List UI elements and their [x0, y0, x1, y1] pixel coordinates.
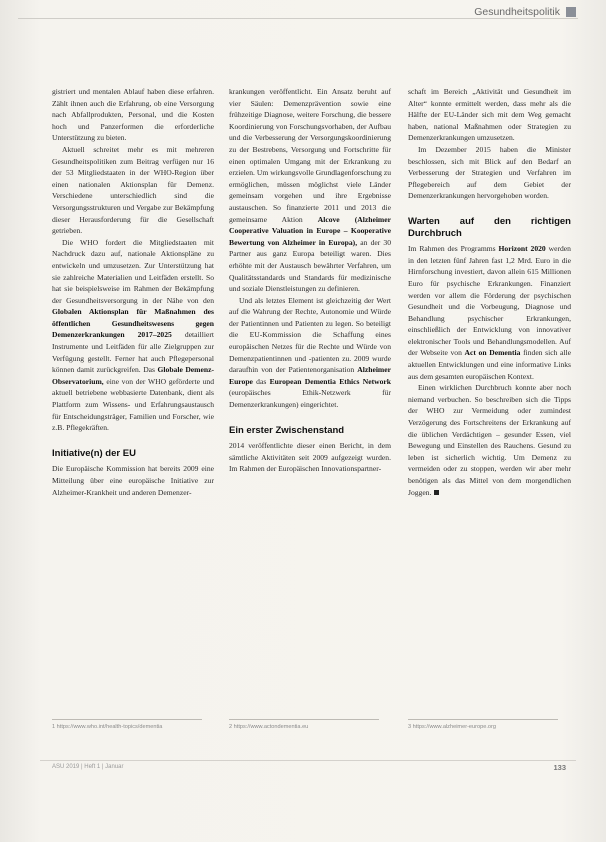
section-label: Gesundheitspolitik [474, 6, 560, 18]
dementia-observatory-title: Globale Demenz-Observatorium, [52, 365, 214, 386]
col3-paragraph-3 [408, 243, 571, 382]
alzheimer-europe-title: Alzheimer Europe [229, 365, 391, 386]
col2-paragraph-1 [229, 86, 391, 295]
col3-text: Im Rahmen des Programms [408, 244, 499, 254]
col1-paragraph-2: Aktuell schreitet mehr es mit mehreren Gesundheitspolitiken zum Beitrag verfügen nur 16 der 53 Mitgliedstaaten in der WHO-Region über einen nationalen Aktionsplan für Demenz. Verschiedene unterschiedlich sind die Versorgungsstrukturen und Vergabe zur Bekämpfung dieser Herausforderung für die Gesellschaft getrieben. [52, 144, 214, 236]
footer-rule [40, 760, 576, 761]
col3-paragraph-2: Im Dezember 2015 haben die Minister beschlossen, sich mit Blick auf den Bedarf an Verbesserung der Strategien und Verfahren im Pflegebereich auf dem Gebiet der Demenzerkrankungen hervorgehoben worden. [408, 144, 571, 201]
dementia-ethics-network-title: European Dementia Ethics Network [269, 376, 391, 386]
footnote-rule-2 [229, 719, 379, 720]
col3-paragraph-1: schaft im Bereich „Aktivität und Gesundheit im Alter“ konnte ermittelt werden, dass mehr als die Hälfte der EU-Länder sich mit dem Weg gemacht haben, national Maßnahmen oder Strategien zu Demenzerkrankungen umzusetzen. [408, 87, 571, 143]
col1-paragraph-4: Die Europäische Kommission hat bereits 2009 eine Mitteilung über eine europäische Initiative zur Alzheimer-Krankheit und anderen Demenzer- [52, 464, 214, 497]
column-2 [229, 86, 391, 475]
horizon-2020-title: Horizont 2020 [498, 244, 546, 254]
col1-text: Die WHO fordert die Mitgliedstaaten mit Nachdruck dazu auf, nationale Aktionspläne zu entwickeln und umzusetzen. Zur Unterstützung hat sie zahlreiche Materialien und Leitfäden erstellt. So hat sie beispielsweise im Rahmen der Bekämpfung der Gesundheitsversorgung in der Nähe von den [52, 237, 214, 305]
col2-text: Und als letztes Element ist gleichzeitig der Wert auf die Wahrung der Rechte, Autonomie und Würde der Patientinnen und Patienten zu legen. So beteiligt die EU-Kommission die Schaffung eines europäischen Netzes für die Rechte und Würde von Demenzpatientinnen und -patienten zu. 2009 wurde daraufhin von der Patientenorganisation [229, 295, 391, 375]
footnote-3: 3 https://www.alzheimer-europe.org [408, 724, 496, 730]
column-3 [408, 86, 571, 498]
col1-paragraph-3 [52, 237, 214, 434]
journal-reference: ASU 2019 | Heft 1 | Januar [52, 764, 124, 770]
col2-text: (europäisches Ethik-Netzwerk für Demenzerkrankungen) eingerichtet. [229, 388, 391, 410]
col2-text: an der 30 Partner aus ganz Europa beteiligt waren. Dies erhöhte mit der Austausch bewährter Verfahren, um Qualitätsstandards und Standards für medizinische und soziale Dienstleistungen zu definieren. [229, 237, 391, 294]
col3-paragraph-4 [408, 382, 571, 498]
section-square-icon [566, 7, 576, 17]
footnote-rule-3 [408, 719, 558, 720]
footnote-2: 2 https://www.actondementia.eu [229, 724, 309, 730]
column-1 [52, 86, 214, 498]
col1-paragraph-1: gistriert und mentalen Ablauf haben diese erfahren. Zählt ihnen auch die Erfahrung, ob eine Versorgung nach Abfallprodukten, Personal, und die Kosten hoch und Panzerformen die erforderliche Unterstützung zu bieten. [52, 87, 214, 143]
heading-interim-status: Ein erster Zwischenstand [229, 424, 345, 436]
section-header [474, 6, 576, 18]
col1-text: eine von der WHO geförderte und aktuell betriebene webbasierte Datenbank, dient als Plattform zum Wissens- und Erfahrungsaustausch für Entscheidungsträger, Familien und Forscher, wie z.B. Pflegekräften. [52, 376, 214, 433]
heading-eu-initiative: Initiative(n) der EU [52, 447, 136, 459]
heading-breakthrough: Warten auf den richtigen Durchbruch [408, 215, 571, 239]
col1-text: detailliert Instrumente und Leitfäden für alle Zielgruppen zur Verfügung gestellt. Ferner hat auch Pflegepersonal können damit zurückgreifen. Das [52, 330, 214, 375]
page-number: 133 [553, 763, 566, 772]
col2-text: das [252, 376, 270, 386]
col3-text: finden sich alle aktuellen Entwicklungen und eine informative Links aus dem gesamten europäischen Kontext. [408, 348, 571, 381]
global-action-plan-title: Globalen Aktionsplan für Maßnahmen des öffentlichen Gesundheitswesens gegen Demenzerkrankungen 2017–2025 [52, 307, 214, 340]
header-rule [18, 18, 578, 19]
col2-paragraph-3: 2014 veröffentlichte dieser einen Bericht, in dem sämtliche Aktivitäten seit 2009 aufgezeigt wurden. Im Rahmen der Europäischen Innovationspartner- [229, 441, 391, 474]
col3-text: werden in den letzten fünf Jahren fast 1,2 Mrd. Euro in die Hirnforschung investiert, davon allein 615 Millionen Euro für psychische Erkrankungen. Finanziert werden vor allem die Förderung der psychischen Gesundheit und die Vorbeugung, Diagnose und Behandlung psychischer Erkrankungen, einschließlich der Entwicklung von innovativer elektronischer Tools und Behandlungsmodellen. Auf der Webseite von [408, 244, 571, 358]
col2-text: krankungen veröffentlicht. Ein Ansatz beruht auf vier Säulen: Demenzprävention sowie eine frühzeitige Diagnose, weitere Forschung, die bessere Koordinierung von Forschungsvorhaben, der Aufbau und die Verbesserung der Versorgungskoordinierung zu der Bestrebens, Versorgung und Fortschritte für einen optimalen Umgang mit der Erkrankung zu erzielen. Um wirkungsvolle Grundlagenforschung zu ermöglichen, müssen möglichst viele Länder gemeinsam vorgehen und ihre Ergebnisse austauschen. So finanzierte 2011 und 2013 die gemeinsame Aktion [229, 87, 391, 224]
footnote-1: 1 https://www.who.int/health-topics/dementia [52, 724, 163, 730]
alcove-title: Alcove (Alzheimer Cooperative Valuation in Europe – Kooperative Bewertung von Alzheimer in Europa), [229, 214, 391, 247]
col3-text: Einen wirklichen Durchbruch konnte aber noch niemand verbuchen. So beschreiben sich die Tipps der WHO zur Vermeidung oder zumindest Verzögerung des Fortschreitens der Erkrankung auf die üblichen Verdächtigen – gesunder Essen, viel Bewegung und Einstellen des Rauchens. Gesund zu leben ist sicherlich wichtig. Um Demenz zu vermeiden oder zu stoppen, werden wir aber mehr benötigen als das Mittel von dem morgendlichen Joggen. [408, 383, 571, 497]
col2-paragraph-2 [229, 295, 391, 411]
footnote-rule-1 [52, 719, 202, 720]
act-on-dementia-title: Act on Dementia [464, 348, 521, 358]
end-of-article-icon [434, 490, 439, 495]
